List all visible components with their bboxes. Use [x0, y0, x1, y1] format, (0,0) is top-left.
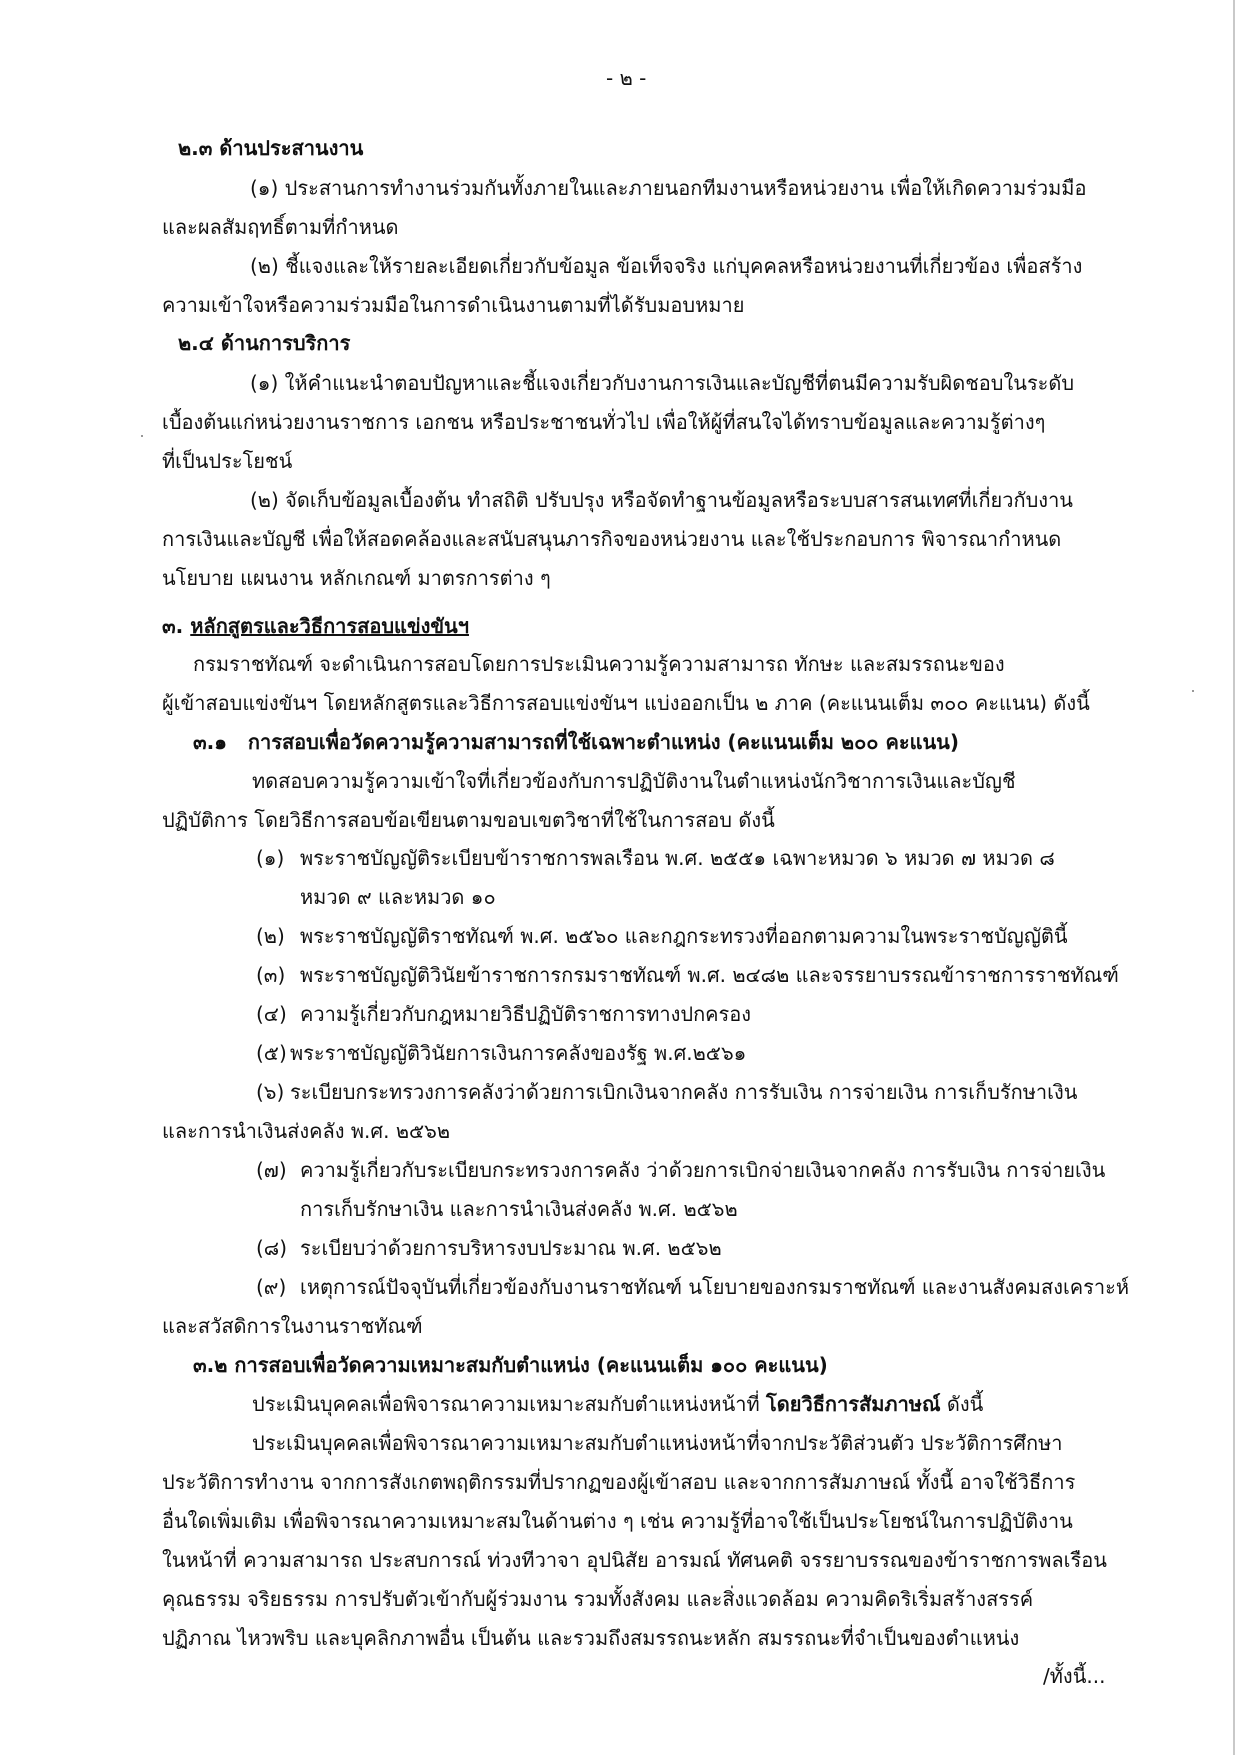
section-3-2-body-line2: ประวัติการทำงาน จากการสังเกตพฤติกรรมที่ปรากฏของผู้เข้าสอบ และจากการสัมภาษณ์ ทั้งนี้ อาจใช้วิธีการ: [162, 1470, 1076, 1494]
section-3-2-body-line5: คุณธรรม จริยธรรม การปรับตัวเข้ากับผู้ร่วมงาน รวมทั้งสังคม และสิ่งแวดล้อม ความคิดริเริ่มสร้างสรรค์: [162, 1587, 1034, 1611]
section-3-2-method-prefix: ประเมินบุคคลเพื่อพิจารณาความเหมาะสมกับตำแหน่งหน้าที่: [252, 1392, 767, 1416]
section-2-4-item2-line1: (๒) จัดเก็บข้อมูลเบื้องต้น ทำสถิติ ปรับปรุง หรือจัดทำฐานข้อมูลหรือระบบสารสนเทศที่เกี่ยวกับงาน: [250, 488, 1073, 512]
section-2-3-item2-line2: ความเข้าใจหรือความร่วมมือในการดำเนินงานตามที่ได้รับมอบหมาย: [162, 293, 745, 317]
exam-item-3-text: พระราชบัญญัติวินัยข้าราชการกรมราชทัณฑ์ พ.ศ. ๒๔๘๒ และจรรยาบรรณข้าราชการราชทัณฑ์: [300, 963, 1119, 987]
exam-item-2-text: พระราชบัญญัติราชทัณฑ์ พ.ศ. ๒๕๖๐ และกฎกระทรวงที่ออกตามความในพระราชบัญญัตินี้: [300, 924, 1068, 948]
exam-item-9-continued: และสวัสดิการในงานราชทัณฑ์: [162, 1314, 423, 1338]
scan-edge: [1233, 0, 1235, 1755]
section-3-heading: [162, 612, 469, 640]
section-2-3-item1-line2: และผลสัมฤทธิ์ตามที่กำหนด: [162, 215, 399, 239]
section-3-2-title: การสอบเพื่อวัดความเหมาะสมกับตำแหน่ง (คะแนนเต็ม ๑๐๐ คะแนน): [234, 1353, 828, 1377]
section-3-1-title: การสอบเพื่อวัดความรู้ความสามารถที่ใช้เฉพาะตำแหน่ง (คะแนนเต็ม ๒๐๐ คะแนน): [247, 730, 959, 754]
section-3-intro-line1: กรมราชทัณฑ์ จะดำเนินการสอบโดยการประเมินความรู้ความสามารถ ทักษะ และสมรรถนะของ: [193, 652, 1005, 676]
exam-item-9-number: (๙): [256, 1275, 287, 1299]
section-3-2-method: [252, 1390, 983, 1418]
exam-item-8-number: (๘): [256, 1236, 288, 1260]
section-2-4-item2-line2: การเงินและบัญชี เพื่อให้สอดคล้องและสนับสนุนภารกิจของหน่วยงาน และใช้ประกอบการ พิจารณากำหนด: [162, 527, 1062, 551]
section-3-2-method-bold: โดยวิธีการสัมภาษณ์: [766, 1392, 941, 1416]
section-2-4-item1-line3: ที่เป็นประโยชน์: [162, 449, 293, 473]
exam-item-3-number: (๓): [256, 963, 286, 987]
section-3-2-body-line4: ในหน้าที่ ความสามารถ ประสบการณ์ ท่วงทีวาจา อุปนิสัย อารมณ์ ทัศนคติ จรรยาบรรณของข้าราชการพลเรือน: [162, 1548, 1107, 1572]
section-2-3-heading: ๒.๓ ด้านประสานงาน: [178, 136, 364, 160]
section-3-intro-line2: ผู้เข้าสอบแข่งขันฯ โดยหลักสูตรและวิธีการสอบแข่งขันฯ แบ่งออกเป็น ๒ ภาค (คะแนนเต็ม ๓๐๐ คะแนน) ดังนี้: [162, 691, 1090, 715]
section-3-1-intro-line1: ทดสอบความรู้ความเข้าใจที่เกี่ยวข้องกับการปฏิบัติงานในตำแหน่งนักวิชาการเงินและบัญชี: [252, 769, 1016, 793]
section-2-4-heading: ๒.๔ ด้านการบริการ: [178, 331, 351, 355]
section-3-2-heading: [193, 1351, 828, 1379]
exam-item-5-number: (๕): [256, 1041, 287, 1065]
scan-speck: [141, 435, 143, 437]
exam-item-1-number: (๑): [256, 846, 285, 870]
section-2-3-item2-line1: (๒) ชี้แจงและให้รายละเอียดเกี่ยวกับข้อมูล ข้อเท็จจริง แก่บุคคลหรือหน่วยงานที่เกี่ยวข้อง เพื่อสร้าง: [250, 254, 1083, 278]
exam-item-7-number: (๗): [256, 1158, 287, 1182]
section-3-1-number: ๓.๑: [193, 730, 227, 754]
section-2-4-item1-line2: เบื้องต้นแก่หน่วยงานราชการ เอกชน หรือประชาชนทั่วไป เพื่อให้ผู้ที่สนใจได้ทราบข้อมูลและความรู้ต่างๆ: [162, 410, 1046, 434]
section-3-1-intro-line2: ปฏิบัติการ โดยวิธีการสอบข้อเขียนตามขอบเขตวิชาที่ใช้ในการสอบ ดังนี้: [162, 808, 775, 832]
section-2-4-item2-line3: นโยบาย แผนงาน หลักเกณฑ์ มาตรการต่าง ๆ: [162, 566, 551, 590]
exam-item-7-text: ความรู้เกี่ยวกับระเบียบกระทรวงการคลัง ว่าด้วยการเบิกจ่ายเงินจากคลัง การรับเงิน การจ่ายเงิน: [300, 1158, 1106, 1182]
exam-item-9-text: เหตุการณ์ปัจจุบันที่เกี่ยวข้องกับงานราชทัณฑ์ นโยบายของกรมราชทัณฑ์ และงานสังคมสงเคราะห์: [300, 1275, 1130, 1299]
exam-item-1-text: พระราชบัญญัติระเบียบข้าราชการพลเรือน พ.ศ. ๒๕๕๑ เฉพาะหมวด ๖ หมวด ๗ หมวด ๘: [300, 846, 1055, 870]
section-3-title: หลักสูตรและวิธีการสอบแข่งขันฯ: [190, 614, 469, 638]
section-3-2-number: ๓.๒: [193, 1353, 228, 1377]
exam-item-1-continued: หมวด ๙ และหมวด ๑๐: [300, 885, 496, 909]
exam-item-8-text: ระเบียบว่าด้วยการบริหารงบประมาณ พ.ศ. ๒๕๖๒: [300, 1236, 722, 1260]
section-3-number: ๓.: [162, 614, 184, 638]
section-3-2-body-line1: ประเมินบุคคลเพื่อพิจารณาความเหมาะสมกับตำแหน่งหน้าที่จากประวัติส่วนตัว ประวัติการศึกษา: [252, 1431, 1063, 1455]
section-3-1-heading: [193, 728, 959, 756]
continuation-marker: /ทั้งนี้...: [1043, 1664, 1106, 1688]
exam-item-2-number: (๒): [256, 924, 285, 948]
exam-item-6-number: (๖): [256, 1080, 285, 1104]
scan-speck: [1192, 690, 1194, 692]
section-3-2-method-suffix: ดังนี้: [940, 1392, 984, 1416]
exam-item-4-number: (๔): [256, 1002, 287, 1026]
exam-item-6-continued: และการนำเงินส่งคลัง พ.ศ. ๒๕๖๒: [162, 1119, 451, 1143]
section-3-2-body-line3: อื่นใดเพิ่มเติม เพื่อพิจารณาความเหมาะสมในด้านต่าง ๆ เช่น ความรู้ที่อาจใช้เป็นประโยชน์ในการปฏิบัติงาน: [162, 1509, 1073, 1533]
section-2-4-item1-line1: (๑) ให้คำแนะนำตอบปัญหาและชี้แจงเกี่ยวกับงานการเงินและบัญชีที่ตนมีความรับผิดชอบในระดับ: [250, 371, 1075, 395]
section-3-2-body-line6: ปฏิภาณ ไหวพริบ และบุคลิกภาพอื่น เป็นต้น และรวมถึงสมรรถนะหลัก สมรรถนะที่จำเป็นของตำแหน่ง: [162, 1626, 1020, 1650]
page-number: - ๒ -: [606, 66, 647, 90]
exam-item-7-continued: การเก็บรักษาเงิน และการนำเงินส่งคลัง พ.ศ. ๒๕๖๒: [300, 1197, 738, 1221]
exam-item-5-text: พระราชบัญญัติวินัยการเงินการคลังของรัฐ พ.ศ.๒๕๖๑: [290, 1041, 747, 1065]
exam-item-4-text: ความรู้เกี่ยวกับกฎหมายวิธีปฏิบัติราชการทางปกครอง: [300, 1002, 752, 1026]
section-2-3-item1-line1: (๑) ประสานการทำงานร่วมกันทั้งภายในและภายนอกทีมงานหรือหน่วยงาน เพื่อให้เกิดความร่วมมือ: [250, 176, 1087, 200]
exam-item-6-text: ระเบียบกระทรวงการคลังว่าด้วยการเบิกเงินจากคลัง การรับเงิน การจ่ายเงิน การเก็บรักษาเงิน: [290, 1080, 1078, 1104]
